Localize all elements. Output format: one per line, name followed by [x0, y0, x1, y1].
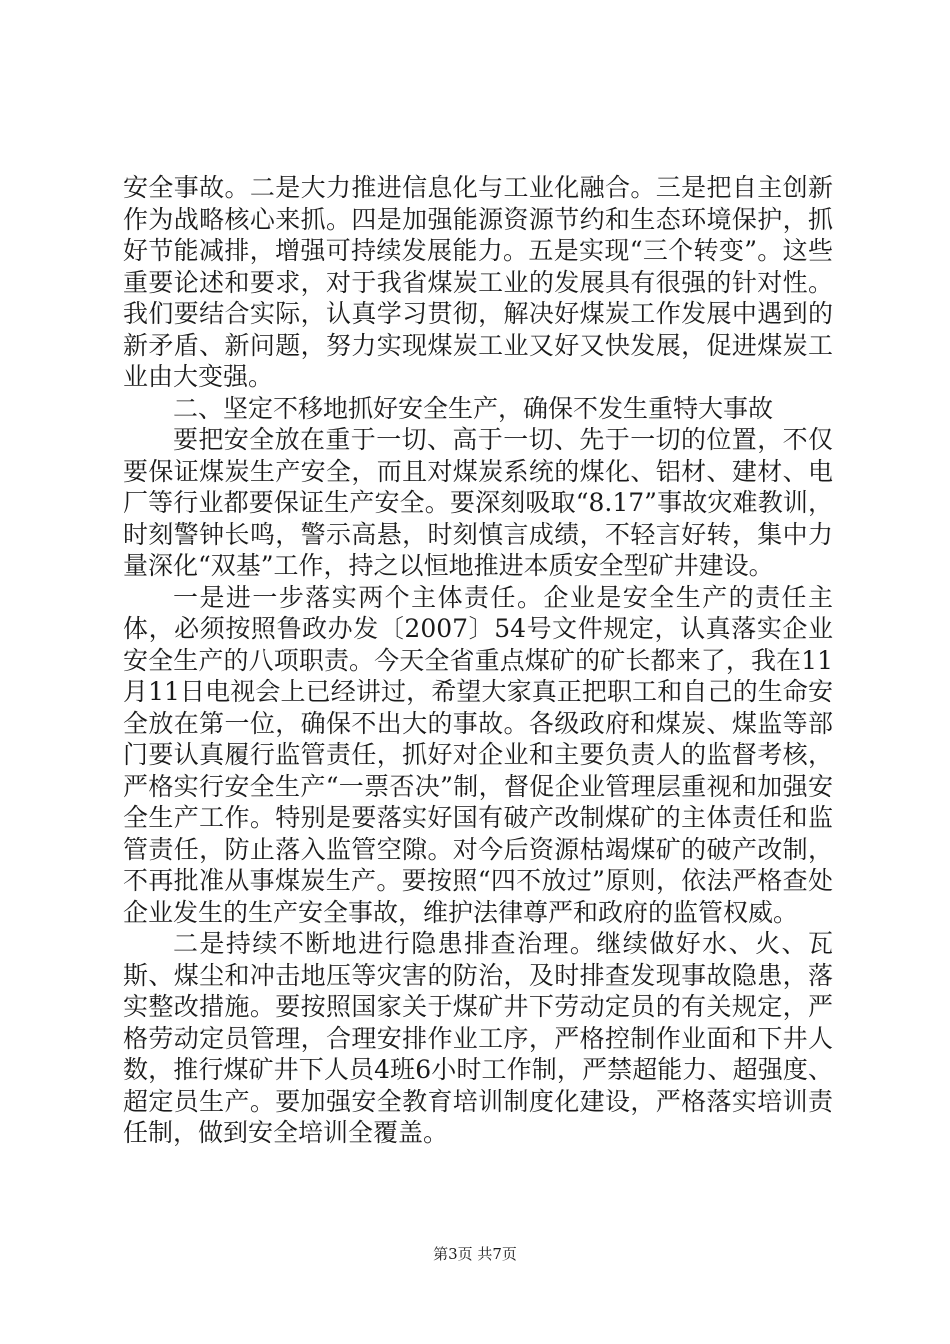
paragraph-responsibility: 一是进一步落实两个主体责任。企业是安全生产的责任主体，必须按照鲁政办发〔2007〕54号文件规定，认真落实企业安全生产的八项职责。今天全省重点煤矿的矿长都来了，我在11月11日电视会上已经讲过，希望大家真正把职工和自己的生命安全放在第一位，确保不出大的事故。各级政府和煤炭、煤监等部门要认真履行监管责任，抓好对企业和主要负责人的监督考核，严格实行安全生产“一票否决”制，督促企业管理层重视和加强安全生产工作。特别是要落实好国有破产改制煤矿的主体责任和监管责任，防止落入监管空隙。对今后资源枯竭煤矿的破产改制，不再批准从事煤炭生产。要按照“四不放过”原则，依法严格查处企业发生的生产安全事故，维护法律尊严和政府的监管权威。 [123, 582, 833, 927]
section-heading: 二、坚定不移地抓好安全生产，确保不发生重特大事故 [173, 393, 774, 423]
paragraph-hazard-inspection: 二是持续不断地进行隐患排查治理。继续做好水、火、瓦斯、煤尘和冲击地压等灾害的防治，及时排查发现事故隐患，落实整改措施。要按照国家关于煤矿井下劳动定员的有关规定，严格劳动定员管理，合理安排作业工序，严格控制作业面和下井人数，推行煤矿井下人员4班6小时工作制，严禁超能力、超强度、超定员生产。要加强安全教育培训制度化建设，严格落实培训责任制，做到安全培训全覆盖。 [123, 929, 833, 1147]
paragraph-continuation: 安全事故。二是大力推进信息化与工业化融合。三是把自主创新作为战略核心来抓。四是加强能源资源节约和生态环境保护，抓好节能减排，增强可持续发展能力。五是实现“三个转变”。这些重要论述和要求，对于我省煤炭工业的发展具有很强的针对性。我们要结合实际，认真学习贯彻，解决好煤炭工作发展中遇到的新矛盾、新问题，努力实现煤炭工业又好又快发展，促进煤炭工业由大变强。 [123, 173, 833, 391]
page-footer: 第3页 共7页 [433, 1245, 517, 1263]
document-body [123, 172, 833, 1149]
paragraph-safety-priority: 要把安全放在重于一切、高于一切、先于一切的位置，不仅要保证煤炭生产安全，而且对煤炭系统的煤化、铝材、建材、电厂等行业都要保证生产安全。要深刻吸取“8.17”事故灾难教训，时刻警钟长鸣，警示高悬，时刻慎言成绩，不轻言好转，集中力量深化“双基”工作，持之以恒地推进本质安全型矿井建设。 [123, 425, 833, 580]
